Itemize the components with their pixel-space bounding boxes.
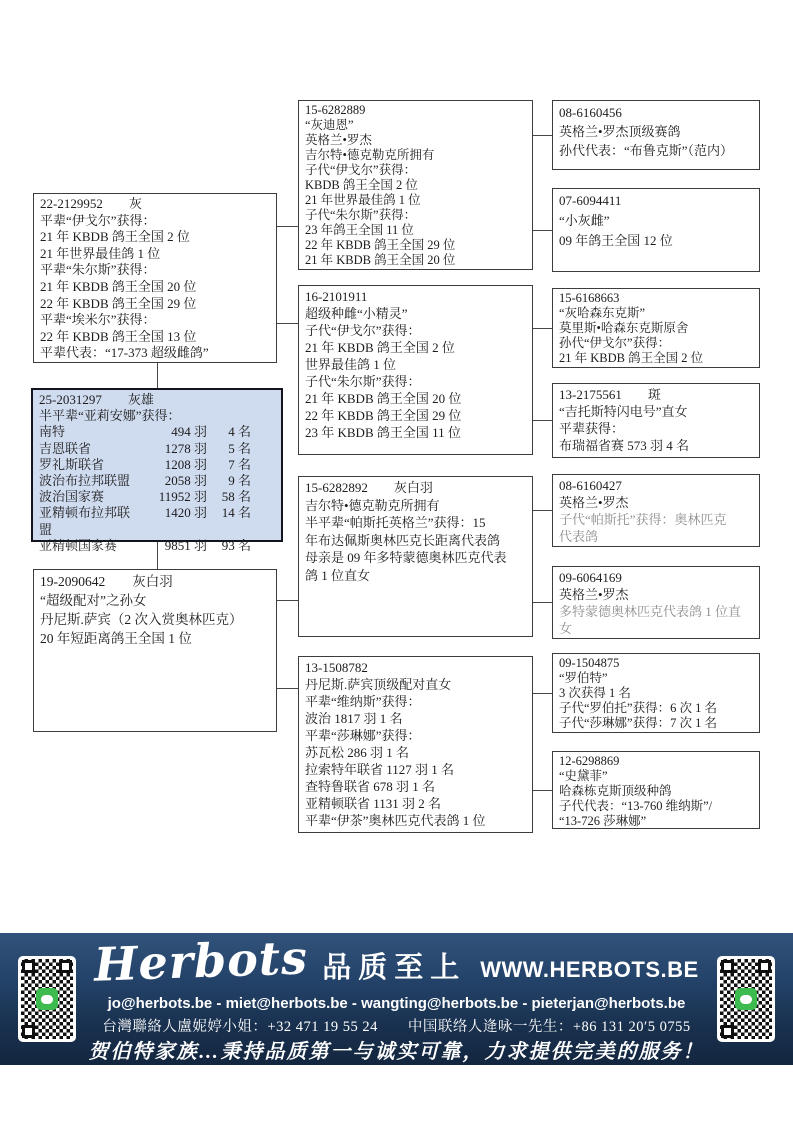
pedigree-line: 查特鲁联省 678 羽 1 名 [305,779,436,794]
pedigree-box-12-6298869 [552,751,760,829]
qr-finder-icon [721,1025,734,1038]
pedigree-line: 子代“伊戈尔”获得： [305,323,421,338]
race-result-row [39,489,251,505]
pedigree-line: 20 年短距离鸽王全国 1 位 [40,631,192,646]
race-name: 吉恩联省 [39,440,92,456]
pedigree-line: 英格兰•罗杰 [559,495,629,510]
pedigree-line: 15-6168663 [559,291,620,305]
pedigree-line: 孙代“伊戈尔”获得： [559,336,671,350]
race-birds: 1208 羽 [164,456,207,472]
pedigree-line: 吉尔特•德克勒克所拥有 [305,497,440,513]
race-name: 波治国家赛 [39,489,105,505]
race-birds: 1278 羽 [164,440,207,456]
race-result-row [39,538,251,554]
pedigree-line: 英格兰•罗杰 [305,133,372,147]
connector-line [533,420,552,421]
pedigree-line: “罗伯特” [559,671,608,685]
pedigree-line: 22 年 KBDB 鸽王全国 29 位 [40,295,197,311]
pedigree-line: 22 年 KBDB 鸽王全国 29 位 [305,238,456,252]
pedigree-line: 09-1504875 [559,656,620,670]
race-rank: 9 名 [228,473,251,489]
website-url: WWW.HERBOTS.BE [480,957,699,983]
race-name: 亚精顿布拉邦联盟 [39,505,131,537]
line-qr-code [18,956,76,1042]
pedigree-line: 21 年世界最佳鸽 1 位 [305,193,421,207]
pedigree-line: 波治 1817 羽 1 名 [305,711,403,726]
pedigree-line: 平辈“埃米尔”获得： [40,312,156,328]
race-rank: 7 名 [228,456,251,472]
pedigree-line: 平辈“朱尔斯”获得： [40,262,156,278]
qr-finder-icon [22,1025,35,1038]
pedigree-line: 代表鸽 [559,529,599,544]
pedigree-line: 22 年 KBDB 鸽王全国 13 位 [40,328,197,344]
pedigree-line: 09 年鸽王全国 12 位 [559,233,673,248]
pedigree-box-08-6160427 [552,474,760,547]
pedigree-line: 英格兰•罗杰顶级赛鸽 [559,124,681,139]
race-birds: 2058 羽 [164,473,207,489]
pedigree-box-09-1504875 [552,653,760,733]
pedigree-line: “灰哈森东克斯” [559,306,646,320]
pedigree-line: 平辈代表：“17-373 超级雌鸽” [40,345,209,361]
pedigree-line: 超级种雌“小精灵” [305,306,408,321]
pedigree-box-09-6064169 [552,566,760,639]
race-result-row [39,424,251,440]
qr-finder-icon [758,960,771,973]
pedigree-line: 15-6282892 灰白羽 [305,480,433,495]
pedigree-line: 21 年世界最佳鸽 1 位 [40,245,161,261]
pedigree-line: 12-6298869 [559,754,620,768]
contact-phones: 台灣聯絡人盧妮婷小姐：+32 471 19 55 24 中国联络人逄咏一先生：+86 131 20′5 0755 [102,1018,691,1035]
pedigree-line: 半平辈“亚莉安娜”获得： [39,408,181,424]
race-birds: 1420 羽 [164,505,207,521]
race-rank: 14 名 [221,505,251,521]
pedigree-box-07-6094411 [552,188,760,272]
pedigree-line: “13-726 莎琳娜” [559,814,647,828]
connector-line [157,363,158,388]
connector-line [157,542,158,569]
pedigree-line: “吉托斯特闪电号”直女 [559,404,688,419]
pedigree-line: 平辈“伊戈尔”获得： [40,212,156,228]
connector-line [277,323,298,324]
pedigree-line: 21 年 KBDB 鸽王全国 20 位 [40,278,197,294]
pedigree-line: 鸽 1 位直女 [305,567,371,583]
pedigree-line: 15-6282889 [305,103,366,117]
connector-line [533,790,552,791]
race-name: 南特 [39,424,66,440]
pedigree-line: 19-2090642 灰白羽 [40,574,173,589]
race-result-row [39,505,251,537]
pedigree-line: “超级配对”之孙女 [40,593,147,608]
pedigree-line: 多特蒙德奥林匹克代表鸽 1 位直 [559,604,742,619]
pedigree-box-16-2101911 [298,285,533,455]
pedigree-line: 年布达佩斯奥林匹克长距离代表鸽 [305,532,501,548]
pedigree-line: KBDB 鸽王全国 2 位 [305,178,418,192]
connector-line [533,135,552,136]
pedigree-line: 13-2175561 斑 [559,387,661,402]
pedigree-box-15-6282889 [298,100,533,270]
pedigree-line: 子代“朱尔斯”获得： [305,374,421,389]
pedigree-line: 子代“伊戈尔”获得： [305,163,417,177]
pedigree-line: 女 [559,621,573,636]
pedigree-line: 孙代代表：“布鲁克斯”（范内） [559,143,734,158]
pedigree-line: 吉尔特•德克勒克所拥有 [305,148,435,162]
connector-line [533,693,552,694]
pedigree-line: 亚精顿联省 1131 羽 2 名 [305,796,442,811]
pedigree-line: 16-2101911 [305,289,368,304]
race-name: 亚精顿国家赛 [39,537,118,553]
qr-finder-icon [59,960,72,973]
connector-line [277,600,298,601]
pedigree-line: 世界最佳鸽 1 位 [305,357,397,372]
connector-line [533,510,552,511]
pedigree-line: 拉索特年联省 1127 羽 1 名 [305,762,455,777]
herbots-logo: Herbots [93,930,310,993]
pedigree-box-13-1508782 [298,656,533,833]
pedigree-line: 布瑞福省赛 573 羽 4 名 [559,438,690,453]
pedigree-line: 子代代表：“13-760 维纳斯”/ [559,799,713,813]
pedigree-line: 子代“罗伯托”获得：6 次 1 名 [559,701,717,715]
pedigree-line: 23 年鸽王全国 11 位 [305,223,414,237]
pedigree-line: 08-6160427 [559,478,622,493]
pedigree-line: 英格兰•罗杰 [559,587,629,602]
connector-line [277,688,298,689]
pedigree-line: 母亲是 09 年多特蒙德奥林匹克代表 [305,550,507,565]
email-addresses: jo@herbots.be - miet@herbots.be - wangting@herbots.be - pieterjan@herbots.be [107,994,686,1012]
pedigree-line: 07-6094411 [559,193,622,208]
pedigree-line: 平辈“维纳斯”获得： [305,694,421,709]
pedigree-line: 23 年 KBDB 鸽王全国 11 位 [305,425,461,440]
pedigree-box-13-2175561 [552,383,760,458]
pedigree-box-subject [31,388,283,553]
pedigree-line: 21 年 KBDB 鸽王全国 2 位 [559,351,704,365]
wechat-app-icon [735,988,757,1010]
pedigree-line: 3 次获得 1 名 [559,686,631,700]
pedigree-line: 09-6064169 [559,570,622,585]
footer-banner [0,930,793,1065]
pedigree-line: 13-1508782 [305,660,368,675]
race-rank: 58 名 [221,489,251,505]
pedigree-line: 21 年 KBDB 鸽王全国 20 位 [305,253,456,267]
race-result-row [39,441,251,457]
pedigree-line: 21 年 KBDB 鸽王全国 2 位 [305,340,455,355]
pedigree-line: “史黛菲” [559,769,608,783]
race-result-row [39,473,251,489]
race-result-row [39,457,251,473]
footer-tagline: 贺伯特家族…秉持品质第一与诚实可靠，力求提供完美的服务！ [88,1040,705,1063]
pedigree-line: 08-6160456 [559,105,622,120]
qr-finder-icon [22,960,35,973]
race-birds: 11952 羽 [158,489,207,505]
pedigree-box-08-6160456 [552,100,760,170]
pedigree-line: “灰迪恩” [305,118,354,132]
pedigree-line: 21 年 KBDB 鸽王全国 20 位 [305,391,462,406]
pedigree-line: “小灰雌” [559,213,610,228]
race-rank: 93 名 [221,537,251,553]
pedigree-line: 22 年 KBDB 鸽王全国 29 位 [305,408,462,423]
pedigree-line: 丹尼斯.萨宾（2 次入赏奥林匹克） [40,612,243,627]
pedigree-box-dam-group [33,569,277,732]
race-birds: 494 羽 [171,424,207,440]
race-birds: 9851 羽 [164,537,207,553]
slogan-chinese: 品质至上 [322,952,467,985]
pedigree-line: 平辈获得： [559,421,625,436]
line-app-icon [36,988,58,1010]
race-name: 波治布拉邦联盟 [39,473,131,489]
pedigree-line: 21 年 KBDB 鸽王全国 2 位 [40,229,190,245]
pedigree-box-15-6282892 [298,476,533,637]
pedigree-line: 子代“帕斯托”获得：奥林匹克 [559,512,727,527]
pedigree-line: 平辈“伊茶”奥林匹克代表鸽 1 位 [305,813,486,828]
pedigree-line: 丹尼斯.萨宾顶级配对直女 [305,677,452,692]
pedigree-line: 半平辈“帕斯托英格兰”获得：15 [305,515,486,530]
pedigree-line: 苏瓦松 286 羽 1 名 [305,745,410,760]
connector-line [533,328,552,329]
pedigree-line: 莫里斯•哈森东克斯原舍 [559,321,689,335]
pedigree-box-sire-group [33,193,277,363]
connector-line [533,230,552,231]
pedigree-line: 哈森栋克斯顶级种鸽 [559,784,672,798]
race-rank: 5 名 [228,440,251,456]
pedigree-line: 子代“朱尔斯”获得： [305,208,417,222]
pedigree-line: 平辈“莎琳娜”获得： [305,728,421,743]
pedigree-box-15-6168663 [552,288,760,368]
race-name: 罗礼斯联省 [39,456,105,472]
pedigree-line: 子代“莎琳娜”获得：7 次 1 名 [559,716,717,730]
connector-line [277,226,298,227]
qr-finder-icon [721,960,734,973]
race-rank: 4 名 [228,424,251,440]
connector-line [533,602,552,603]
pedigree-line: 25-2031297 灰雄 [39,392,154,407]
pedigree-line: 22-2129952 灰 [40,196,142,211]
wechat-qr-code [717,956,775,1042]
